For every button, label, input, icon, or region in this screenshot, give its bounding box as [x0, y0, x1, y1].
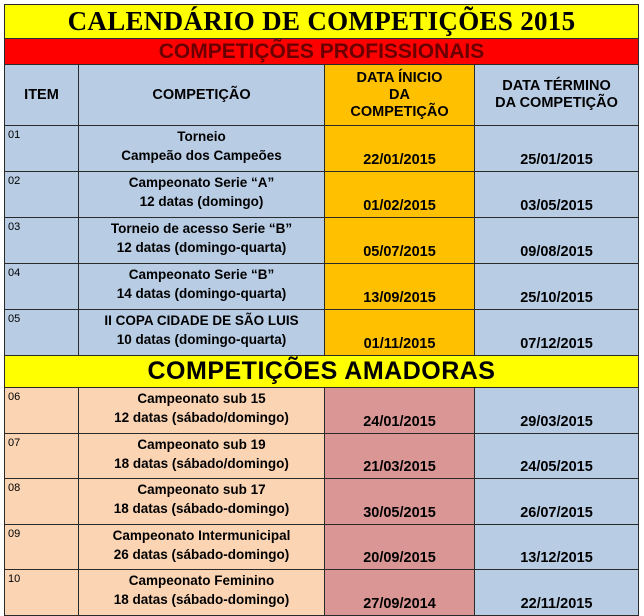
- competition-calendar-table: [4, 4, 639, 616]
- table-row: [5, 570, 639, 616]
- table-row: [5, 172, 639, 218]
- competition-line1: Campeonato sub 15: [137, 391, 266, 406]
- item-number: 01: [5, 126, 79, 172]
- competition-line2: 18 datas (sábado-domingo): [113, 501, 290, 516]
- item-number: 07: [5, 433, 79, 479]
- competition-name: [79, 218, 325, 264]
- start-date: 30/05/2015: [325, 479, 475, 525]
- start-date: 21/03/2015: [325, 433, 475, 479]
- start-date: 27/09/2014: [325, 570, 475, 616]
- competition-name: [79, 264, 325, 310]
- header-start-line: DA: [389, 86, 410, 103]
- competition-line2: 12 datas (sábado/domingo): [114, 410, 289, 425]
- start-date: 05/07/2015: [325, 218, 475, 264]
- end-date: 22/11/2015: [475, 570, 639, 616]
- competition-name: [79, 479, 325, 525]
- header-start-line: DATA ÍNICIO: [356, 69, 443, 86]
- start-date: 01/02/2015: [325, 172, 475, 218]
- competition-line1: II COPA CIDADE DE SÃO LUIS: [104, 313, 299, 328]
- competition-name: [79, 433, 325, 479]
- end-date: 26/07/2015: [475, 479, 639, 525]
- competition-line1: Campeonato Intermunicipal: [112, 527, 291, 543]
- item-number: 05: [5, 310, 79, 356]
- end-date: 03/05/2015: [475, 172, 639, 218]
- end-date: 25/01/2015: [475, 126, 639, 172]
- end-date: 09/08/2015: [475, 218, 639, 264]
- item-number: 03: [5, 218, 79, 264]
- competition-line2: 18 datas (sábado-domingo): [113, 592, 290, 607]
- competition-line2: Campeão dos Campeões: [121, 148, 282, 163]
- item-number: 06: [5, 388, 79, 434]
- competition-line2: 26 datas (sábado-domingo): [113, 546, 290, 562]
- start-date: 24/01/2015: [325, 388, 475, 434]
- header-end-date: [475, 65, 639, 126]
- end-date: 24/05/2015: [475, 433, 639, 479]
- item-number: 02: [5, 172, 79, 218]
- end-date: 13/12/2015: [475, 524, 639, 570]
- table-row: [5, 218, 639, 264]
- table-row: [5, 433, 639, 479]
- item-number: 09: [5, 524, 79, 570]
- item-number: 04: [5, 264, 79, 310]
- competition-name: [79, 126, 325, 172]
- header-item: ITEM: [5, 65, 79, 126]
- end-date: 29/03/2015: [475, 388, 639, 434]
- competition-line1: Campeonato Feminino: [128, 573, 275, 588]
- calendar-title: CALENDÁRIO DE COMPETIÇÕES 2015: [5, 5, 639, 39]
- professional-heading: COMPETIÇÕES PROFISSIONAIS: [5, 39, 639, 65]
- competition-line2: 12 datas (domingo-quarta): [116, 240, 287, 255]
- header-start-date: [325, 65, 475, 126]
- competition-name: [79, 310, 325, 356]
- header-end-line: DA COMPETIÇÃO: [495, 95, 618, 111]
- competition-line1: Torneio: [177, 129, 226, 144]
- competition-line2: 18 datas (sábado/domingo): [114, 455, 289, 471]
- table-row: [5, 310, 639, 356]
- start-date: 22/01/2015: [325, 126, 475, 172]
- start-date: 13/09/2015: [325, 264, 475, 310]
- table-row: [5, 264, 639, 310]
- header-start-line: COMPETIÇÃO: [350, 103, 449, 120]
- competition-name: [79, 570, 325, 616]
- start-date: 20/09/2015: [325, 524, 475, 570]
- competition-line1: Campeonato Serie “A”: [128, 175, 275, 190]
- amateur-heading: COMPETIÇÕES AMADORAS: [5, 356, 639, 388]
- competition-line2: 12 datas (domingo): [139, 194, 264, 209]
- competition-line1: Campeonato sub 17: [137, 482, 266, 497]
- end-date: 07/12/2015: [475, 310, 639, 356]
- competition-line1: Campeonato sub 19: [137, 436, 266, 452]
- table-row: [5, 388, 639, 434]
- competition-line1: Campeonato Serie “B”: [128, 267, 275, 282]
- table-row: [5, 479, 639, 525]
- competition-line2: 10 datas (domingo-quarta): [116, 332, 287, 347]
- competition-line1: Torneio de acesso Serie “B”: [110, 221, 293, 236]
- competition-name: [79, 172, 325, 218]
- end-date: 25/10/2015: [475, 264, 639, 310]
- start-date: 01/11/2015: [325, 310, 475, 356]
- competition-name: [79, 388, 325, 434]
- table-row: [5, 126, 639, 172]
- competition-name: [79, 524, 325, 570]
- item-number: 10: [5, 570, 79, 616]
- header-end-line: DATA TÉRMINO: [502, 78, 611, 94]
- table-row: [5, 524, 639, 570]
- header-competition: COMPETIÇÃO: [79, 65, 325, 126]
- item-number: 08: [5, 479, 79, 525]
- competition-line2: 14 datas (domingo-quarta): [116, 286, 287, 301]
